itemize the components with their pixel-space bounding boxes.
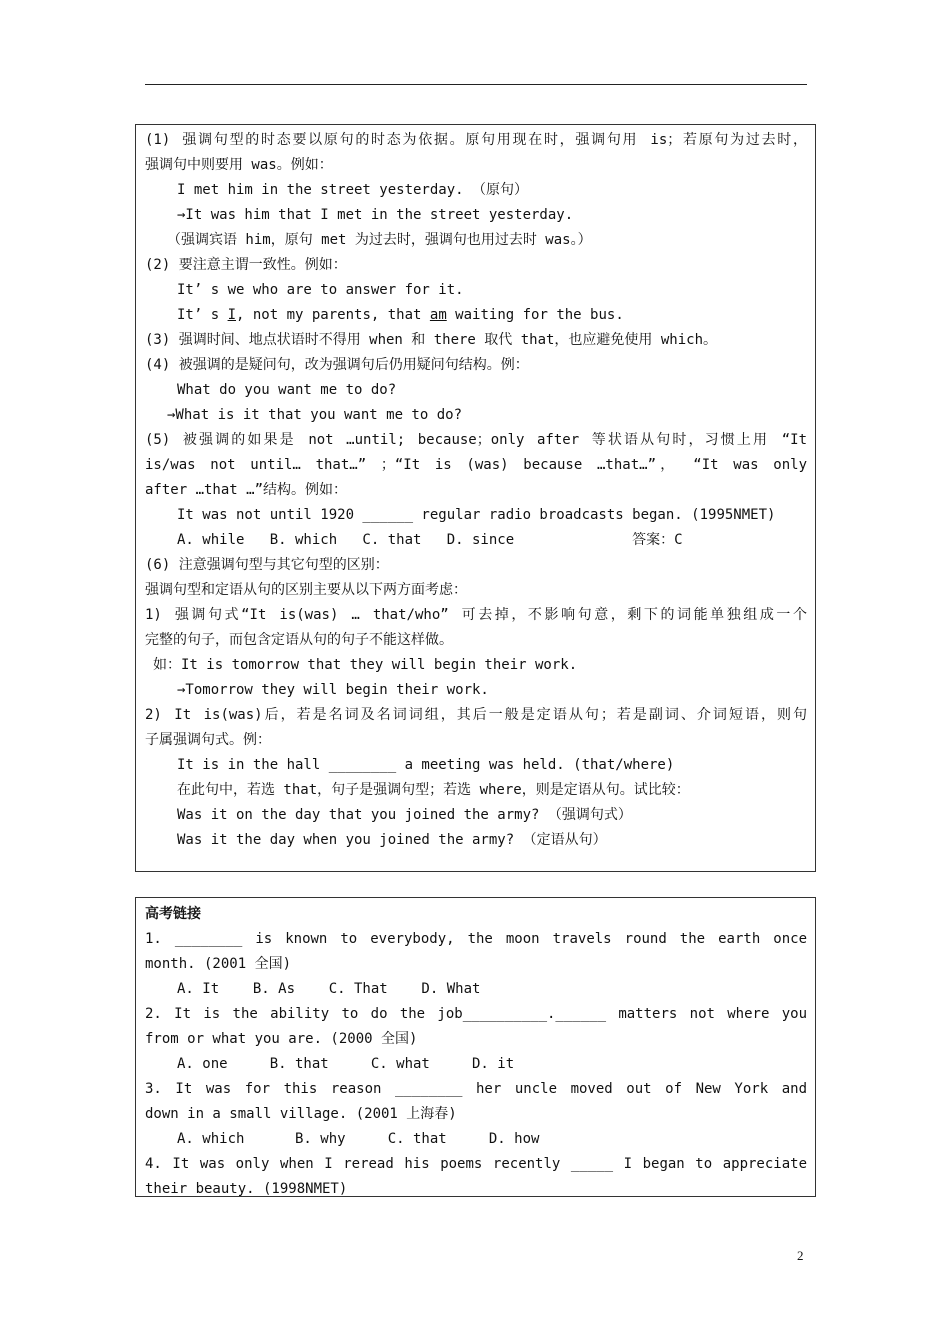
example-text: , not my parents, that: [236, 307, 430, 323]
example-line: →It was him that I met in the street yesterday.: [177, 207, 574, 223]
note-line: (6) 注意强调句型与其它句型的区别：: [145, 557, 389, 573]
example-line: It was not until 1920 ______ regular radio broadcasts began. (1995NMET): [177, 507, 776, 523]
example-line: 在此句中，若选 that，句子是强调句型；若选 where，则是定语从句。试比较：: [177, 782, 690, 798]
example-line: Was it the day when you joined the army? （定语从句）: [177, 832, 607, 848]
note-line: is/was not until… that…” ；“It is (was) because …that…”， “It was only: [145, 457, 807, 473]
example-line: A. while B. which C. that D. since 答案：C: [177, 532, 683, 548]
example-line: I met him in the street yesterday. （原句）: [177, 182, 529, 198]
underlined-word: am: [429, 307, 447, 323]
question-line: from or what you are. (2000 全国): [145, 1031, 418, 1047]
example-line: →Tomorrow they will begin their work.: [177, 682, 489, 698]
answer-options: A. one B. that C. what D. it: [177, 1056, 515, 1072]
example-line: It’ s we who are to answer for it.: [177, 282, 464, 298]
note-line: (4) 被强调的是疑问句，改为强调句后仍用疑问句结构。例：: [145, 357, 529, 373]
example-line: What do you want me to do?: [177, 382, 397, 398]
header-rule: [145, 84, 807, 85]
question-line: 1. ________ is known to everybody, the moon travels round the earth once: [145, 931, 807, 947]
answer-options: A. which B. why C. that D. how: [177, 1131, 540, 1147]
example-line: Was it on the day that you joined the army? （强调句式）: [177, 807, 632, 823]
exam-links-box: [135, 897, 816, 1197]
answer-options: A. It B. As C. That D. What: [177, 981, 481, 997]
note-line: (3) 强调时间、地点状语时不得用 when 和 there 取代 that，也应避免使用 which。: [145, 332, 718, 348]
question-line: their beauty. (1998NMET): [145, 1181, 348, 1197]
note-line: 2) It is(was)后，若是名词及名词词组，其后一般是定语从句；若是副词、介词短语，则句: [145, 707, 807, 723]
note-line: (2) 要注意主谓一致性。例如：: [145, 257, 347, 273]
question-line: month. (2001 全国): [145, 956, 292, 972]
section-heading: 高考链接: [145, 906, 201, 922]
example-line: 如：It is tomorrow that they will begin their work.: [153, 657, 578, 673]
page-number: 2: [797, 1248, 804, 1263]
note-line: 完整的句子，而包含定语从句的句子不能这样做。: [145, 632, 453, 648]
example-line: →What is it that you want me to do?: [167, 407, 463, 423]
question-line: 4. It was only when I reread his poems recently _____ I began to appreciate: [145, 1156, 807, 1172]
question-line: 2. It is the ability to do the job__________.______ matters not where you: [145, 1006, 807, 1022]
grammar-notes-box: [135, 124, 816, 872]
note-line: (1) 强调句型的时态要以原句的时态为依据。原句用现在时，强调句用 is；若原句为过去时，: [145, 132, 807, 148]
example-line: It is in the hall ________ a meeting was held. (that/where): [177, 757, 675, 773]
example-line: [145, 303, 807, 328]
example-text: waiting for the bus.: [446, 307, 624, 323]
note-line: 子属强调句式。例：: [145, 732, 271, 748]
note-line: 强调句型和定语从句的区别主要从以下两方面考虑：: [145, 582, 467, 598]
question-line: 3. It was for this reason ________ her uncle moved out of New York and: [145, 1081, 807, 1097]
note-line: after …that …”结构。例如：: [145, 482, 348, 498]
note-line: 1) 强调句式“It is(was) … that/who” 可去掉，不影响句意，剩下的词能单独组成一个: [145, 607, 807, 623]
question-line: down in a small village. (2001 上海春): [145, 1106, 457, 1122]
note-line: （强调宾语 him，原句 met 为过去时，强调句也用过去时 was。）: [167, 232, 592, 248]
example-text: It’ s: [177, 307, 228, 323]
note-line: 强调句中则要用 was。例如：: [145, 157, 333, 173]
underlined-word: I: [227, 307, 237, 323]
note-line: (5) 被强调的如果是 not …until; because；only after 等状语从句时，习惯上用 “It: [145, 432, 807, 448]
